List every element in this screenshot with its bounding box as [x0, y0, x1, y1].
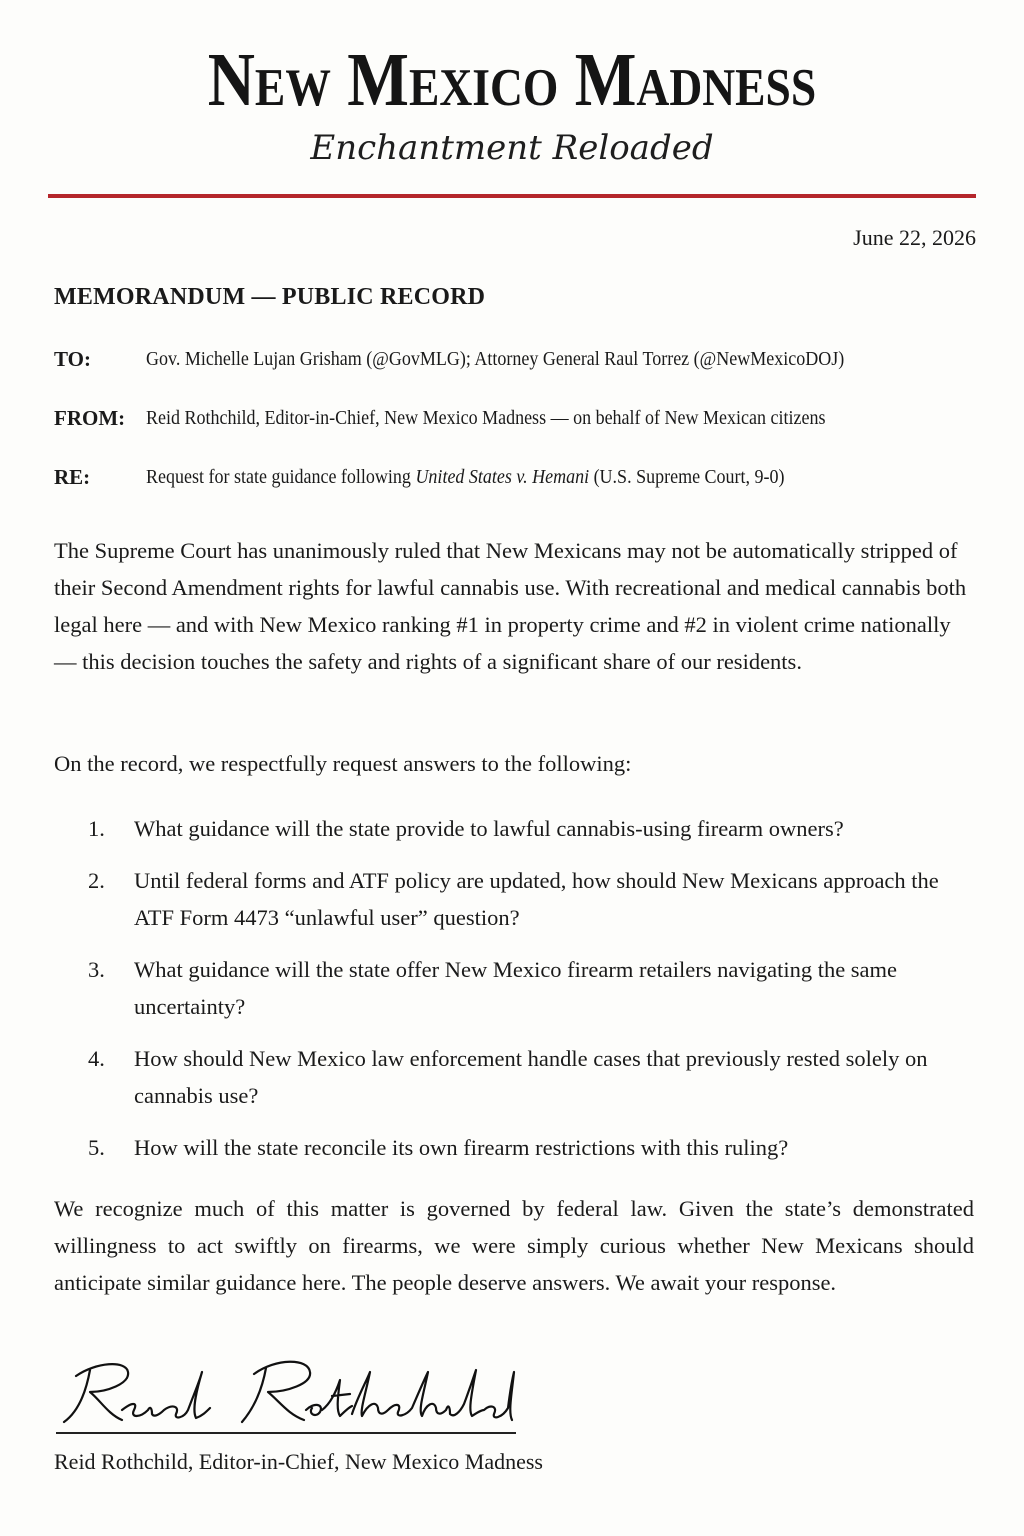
body-paragraph-1: The Supreme Court has unanimously ruled that New Mexicans may not be automatically stripped of their Second Amendment rights for lawful cannabis use. With recreational and medical cannabis both legal here — and with New Mexico ranking #1 in property crime and #2 in violent crime nationally — this decision touches the safety and rights of a significant share of our residents. — [54, 538, 967, 674]
memo-re-prefix: Request for state guidance following — [146, 466, 416, 488]
questions-list — [54, 810, 974, 1181]
list-item-number: 3. — [88, 957, 105, 982]
body-paragraph-3: We recognize much of this matter is governed by federal law. Given the state’s demonstrated willingness to act swiftly on firearms, we were simply curious whether New Mexicans should anticipate similar guidance here. The people deserve answers. We await your response. — [54, 1196, 974, 1295]
memo-to-label: TO: — [54, 347, 91, 371]
list-item-text: Until federal forms and ATF policy are updated, how should New Mexicans approach the ATF Form 4473 “unlawful user” question? — [134, 868, 939, 930]
signature-line — [56, 1432, 516, 1434]
list-item-number: 2. — [88, 868, 105, 893]
memo-re-value — [146, 464, 785, 490]
list-item-text: What guidance will the state provide to lawful cannabis-using firearm owners? — [134, 816, 844, 841]
masthead — [0, 38, 1024, 168]
body-paragraph-2: On the record, we respectfully request answers to the following: — [54, 751, 632, 776]
list-item-number: 4. — [88, 1046, 105, 1071]
list-item-number: 5. — [88, 1135, 105, 1160]
list-item — [54, 1129, 974, 1166]
list-item — [54, 951, 974, 1025]
list-item — [54, 1040, 974, 1114]
memo-re-case: United States v. Hemani — [415, 466, 590, 488]
list-item-text: How should New Mexico law enforcement handle cases that previously rested solely on cannabis use? — [134, 1046, 928, 1108]
masthead-tagline: Enchantment Reloaded — [310, 128, 714, 168]
memo-to-value: Gov. Michelle Lujan Grisham (@GovMLG); Attorney General Raul Torrez (@NewMexicoDOJ) — [146, 348, 845, 370]
memo-heading: MEMORANDUM — PUBLIC RECORD — [54, 284, 486, 310]
list-item-text: How will the state reconcile its own firearm restrictions with this ruling? — [134, 1135, 789, 1160]
masthead-title: New Mexico Madness — [207, 38, 817, 122]
memo-re-suffix: (U.S. Supreme Court, 9-0) — [589, 466, 785, 488]
list-item-number: 1. — [88, 816, 105, 841]
memo-re-label: RE: — [54, 465, 91, 489]
signature-caption: Reid Rothchild, Editor-in-Chief, New Mexico Madness — [54, 1449, 543, 1474]
memo-from-label: FROM: — [54, 406, 126, 430]
list-item — [54, 810, 974, 847]
handwritten-signature — [56, 1352, 516, 1430]
list-item-text: What guidance will the state offer New Mexico firearm retailers navigating the same uncertainty? — [134, 957, 898, 1019]
list-item — [54, 862, 974, 936]
memo-date: June 22, 2026 — [853, 225, 976, 250]
memo-from-value: Reid Rothchild, Editor-in-Chief, New Mexico Madness — on behalf of New Mexican citizens — [146, 407, 826, 429]
masthead-divider — [48, 194, 976, 198]
